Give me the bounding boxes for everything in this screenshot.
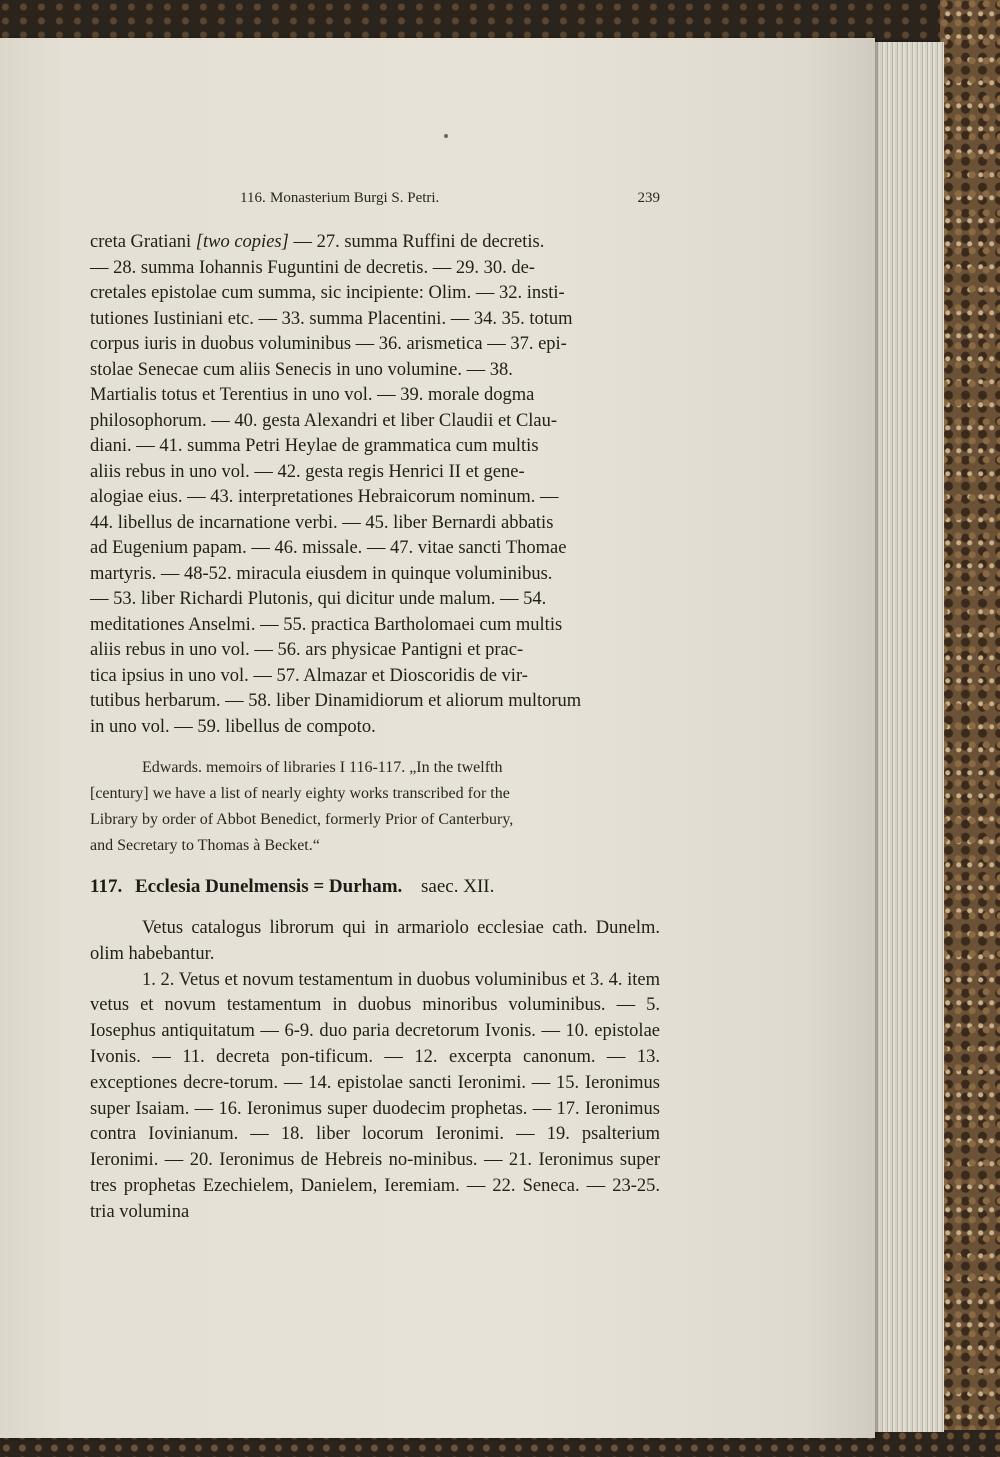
text-line: — 53. liber Richardi Plutonis, qui dicitur unde malum. — 54. [90,589,547,609]
text-line: — 28. summa Iohannis Fuguntini de decretis. — 29. 30. de- [90,257,535,278]
note-line: Edwards. memoirs of libraries I 116-117. „In the twelfth [142,759,503,776]
text-line: cretales epistolae cum summa, sic incipiente: Olim. — 32. insti- [90,283,565,303]
text-line: aliis rebus in uno vol. — 42. gesta regis Henrici II et gene- [90,461,525,482]
catalogue-text [90,230,660,740]
text-line: Martialis totus et Terentius in uno vol. — 39. morale dogma [90,385,535,405]
marbled-book-edge [940,0,1000,1457]
text-line: creta Gratiani [two copies] — 27. summa Ruffini de decretis. [90,232,545,252]
section-paragraph: Vetus catalogus librorum qui in armariolo ecclesiae cath. Dunelm. olim habebantur. [90,918,660,964]
note-line: and Secretary to Thomas à Becket.“ [90,837,320,854]
text-line: in uno vol. — 59. libellus de compoto. [90,716,376,737]
text-line: stolae Senecae cum aliis Senecis in uno volumine. — 38. [90,359,513,380]
text-line: tutiones Iustiniani etc. — 33. summa Placentini. — 34. 35. totum [90,308,573,329]
text-line: tutibus herbarum. — 58. liber Dinamidiorum et aliorum multorum [90,691,582,711]
page-edges [870,42,944,1432]
book-top-edge [0,0,1000,40]
text-line: ad Eugenium papam. — 46. missale. — 47. vitae sancti Thomae [90,538,567,558]
page-number: 239 [637,190,660,206]
section-paragraph: 1. 2. Vetus et novum testamentum in duobus voluminibus et 3. 4. item vetus et novum testamentum in duobus minoribus voluminibus. — 5. Iosephus antiquitatum — 6-9. duo paria decretorum Ivonis. — 10. epistolae Ivonis. — 11. decreta pon-tificum. — 12. excerpta canonum. — 13. exceptiones decre-torum. — 14. epistolae sancti Ieronimi. — 15. Ieronimus super Isaiam. — 16. Ieronimus super duodecim prophetas. — 17. Ieronimus contra Iovinianum. — 18. liber locorum Ieronimi. — 19. psalterium Ieronimi. — 20. Ieronimus de Hebreis no-minibus. — 21. Ieronimus super tres prophetas Ezechielem, Danielem, Ieremiam. — 22. Seneca. — 23-25. tria volumina [90,969,660,1222]
source-note [90,755,660,859]
text-line: meditationes Anselmi. — 55. practica Bartholomaei cum multis [90,614,563,635]
section-number: 117. [90,876,123,897]
note-line: Library by order of Abbot Benedict, formerly Prior of Canterbury, [90,811,514,828]
page-speck [444,134,448,138]
text-line: diani. — 41. summa Petri Heylae de grammatica cum multis [90,436,539,456]
running-header [90,190,660,214]
note-line: [century] we have a list of nearly eighty works transcribed for the [90,785,510,802]
section-title: Ecclesia Dunelmensis = Durham. [134,876,403,897]
text-line: philosophorum. — 40. gesta Alexandri et liber Claudii et Clau- [90,410,558,431]
header-title: Monasterium Burgi S. Petri. [270,190,440,206]
header-section-number: 116. [240,190,266,206]
section-text [90,916,660,1226]
text-line: corpus iuris in duobus voluminibus — 36. arismetica — 37. epi- [90,334,567,354]
section-century: saec. XII. [421,876,495,897]
text-line: 44. libellus de incarnatione verbi. — 45. liber Bernardi abbatis [90,512,554,533]
text-line: martyris. — 48-52. miracula eiusdem in quinque voluminibus. [90,563,553,584]
text-line: aliis rebus in uno vol. — 56. ars physicae Pantigni et prac- [90,640,524,660]
text-line: alogiae eius. — 43. interpretationes Hebraicorum nominum. — [90,487,559,507]
section-heading [90,876,660,898]
text-line: tica ipsius in uno vol. — 57. Almazar et Dioscoridis de vir- [90,665,528,686]
